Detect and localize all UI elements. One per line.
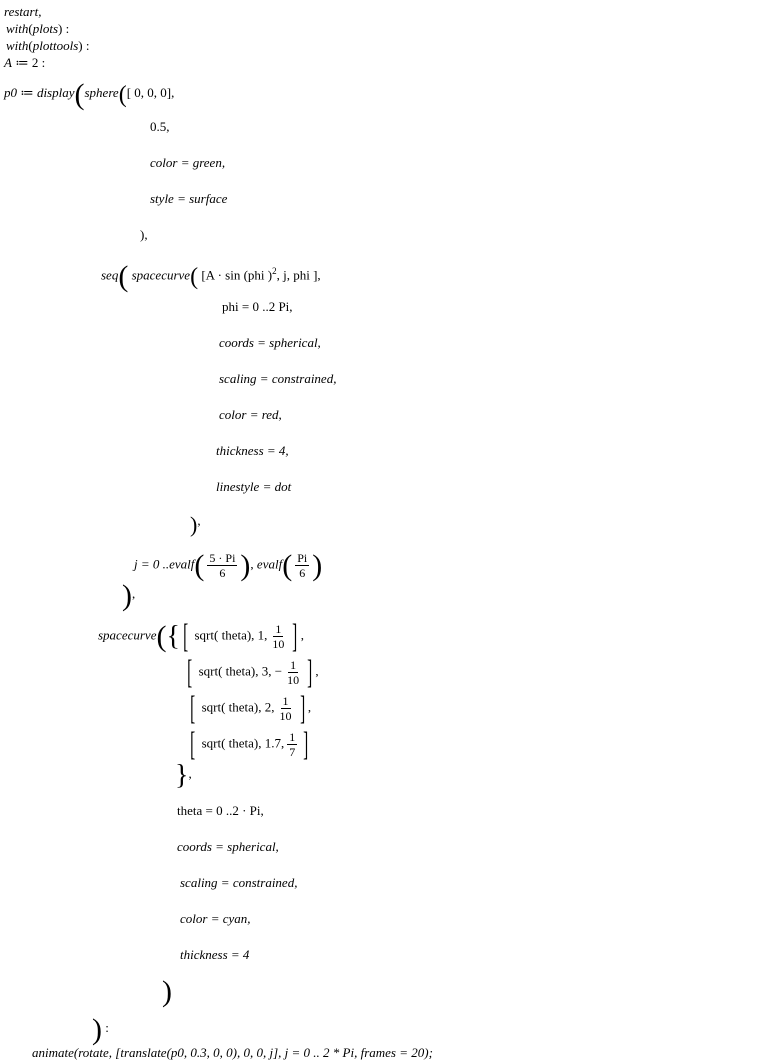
row1-text: sqrt( theta), 1,: [194, 627, 268, 643]
frac-den: 10: [279, 709, 292, 723]
frac-den: 7: [289, 745, 296, 759]
close-bracket: ]: [303, 726, 309, 764]
open-paren: (: [156, 620, 167, 654]
exponent: 2: [272, 266, 277, 276]
frac-num: 1: [290, 658, 297, 672]
p0-var: p0: [4, 85, 17, 100]
animate-args: (rotate, [translate(p0, 0.3, 0, 0), 0, 0, j], j = 0 .. 2 * Pi, frames = 20);: [73, 1045, 433, 1060]
open-paren: (: [118, 260, 129, 294]
row-end: ,: [315, 663, 319, 679]
coords-text: coords = spherical,: [177, 839, 279, 854]
spacecurve2-line: [98, 618, 304, 656]
assign-op: ≔: [17, 85, 37, 100]
open-bracket: [: [183, 618, 189, 656]
curve-head: [A · sin (phi ): [201, 267, 273, 283]
coords-text: coords = spherical,: [219, 335, 321, 350]
display-line: [4, 78, 175, 111]
sphere-center: [ 0, 0, 0],: [126, 85, 175, 100]
sc2-close-paren: [162, 975, 172, 1008]
spacecurve-fn: spacecurve: [131, 267, 191, 283]
spacecurve2-row4: [187, 726, 312, 764]
theta-range: theta = 0 ..2 · Pi,: [177, 803, 264, 818]
evalf-fn: evalf: [169, 556, 195, 572]
frac-num: 1: [275, 622, 282, 636]
open-brace: {: [166, 621, 180, 653]
spacecurve2-row3: [187, 690, 312, 728]
fraction-5pi-6: [207, 551, 237, 580]
phi-range: phi = 0 ..2 Pi,: [222, 299, 293, 314]
spacecurve2-row2: [184, 654, 319, 692]
assign-op: ≔: [11, 55, 32, 70]
frac-num: 5 · Pi: [209, 551, 236, 565]
line-end: :: [62, 21, 70, 36]
seq-fn: seq: [101, 267, 119, 283]
display-fn: display: [36, 85, 75, 100]
open-paren: (: [74, 78, 85, 111]
set-close: [175, 760, 192, 791]
j-range: j = 0 ..: [134, 556, 170, 572]
with-arg: plottools: [32, 38, 79, 53]
close-paren: ): [190, 512, 198, 537]
animate-line: [32, 1045, 433, 1061]
sphere-fn: sphere: [84, 85, 119, 100]
row3-text: sqrt( theta), 2,: [201, 699, 275, 715]
with-plottools-line: with(plottools) :: [6, 38, 90, 53]
open-bracket: [: [187, 654, 193, 692]
close-paren: ): [240, 549, 251, 583]
close-bracket: ]: [292, 618, 298, 656]
linestyle-text: linestyle = dot: [216, 479, 292, 494]
close-paren: ): [162, 975, 172, 1008]
animate-fn: animate: [32, 1045, 74, 1060]
sphere-radius: 0.5,: [150, 119, 170, 134]
open-paren: (: [190, 264, 199, 291]
sc2-thickness: [180, 947, 249, 963]
sc2-coords: [177, 839, 279, 855]
row4-text: sqrt( theta), 1.7,: [201, 735, 285, 751]
with-fn: with: [6, 21, 29, 36]
fraction-pi-6: [295, 551, 309, 580]
restart-text: restart,: [4, 4, 42, 19]
j-range-line: [134, 549, 323, 583]
sphere-color: [150, 155, 225, 171]
frac-den: 6: [219, 566, 226, 580]
row-end: ,: [300, 627, 304, 643]
var-a: A: [4, 55, 12, 70]
close-paren: ): [122, 579, 132, 612]
seq-linestyle: [216, 479, 291, 495]
frac-num: Pi: [297, 551, 308, 565]
seq-color: [219, 407, 282, 423]
open-bracket: [: [190, 726, 196, 764]
assign-a-line: [4, 55, 45, 71]
fraction-row1: [270, 622, 286, 651]
close-bracket: ]: [299, 690, 305, 728]
open-bracket: [: [190, 690, 196, 728]
close-brace: }: [175, 760, 189, 791]
curve-close: ),: [190, 512, 201, 537]
row2-text: sqrt( theta), 3, −: [198, 663, 283, 679]
with-plots-line: with(plots) :: [6, 21, 70, 36]
frac-den: 10: [287, 673, 300, 687]
restart-line: [4, 4, 41, 20]
set-close-end: ,: [188, 766, 192, 781]
thickness-text: thickness = 4: [180, 947, 250, 962]
color-text: color = red,: [219, 407, 282, 422]
close-paren: ): [312, 549, 323, 583]
scaling-text: scaling = constrained,: [219, 371, 337, 386]
open-paren: (: [118, 82, 127, 108]
sphere-style: [150, 191, 227, 207]
value-2: 2 :: [31, 55, 46, 70]
close-bracket: ]: [307, 654, 313, 692]
color-text: color = cyan,: [180, 911, 251, 926]
row-end: ,: [307, 699, 312, 715]
curve-tail: , j, phi ],: [276, 267, 321, 283]
with-arg: plots: [32, 21, 59, 36]
sc2-color: [180, 911, 251, 927]
line-end: :: [82, 38, 90, 53]
spacecurve-fn: spacecurve: [98, 627, 157, 643]
scaling-text: scaling = constrained,: [180, 875, 298, 890]
frac-num: 1: [289, 730, 296, 744]
fraction-row3: [278, 694, 294, 723]
seq-close: ),: [122, 579, 136, 612]
display-close: [92, 1013, 109, 1046]
sc2-scaling: [180, 875, 297, 891]
sphere-close: ),: [140, 227, 148, 242]
separator: ,: [250, 556, 257, 572]
frac-den: 10: [272, 637, 285, 651]
thickness-text: thickness = 4,: [216, 443, 289, 458]
frac-num: 1: [282, 694, 289, 708]
seq-thickness: [216, 443, 289, 459]
sphere-style-text: style = surface: [150, 191, 228, 206]
open-paren: (: [194, 549, 205, 583]
seq-coords: [219, 335, 321, 351]
frac-den: 6: [299, 566, 306, 580]
open-paren: (: [282, 549, 293, 583]
close-paren: ): [92, 1013, 102, 1046]
fraction-row2: [285, 658, 301, 687]
fraction-row4: [287, 730, 297, 759]
seq-line: [101, 260, 321, 294]
with-fn: with: [6, 38, 29, 53]
sphere-color-text: color = green,: [150, 155, 226, 170]
statement-end: :: [102, 1020, 109, 1035]
seq-scaling: [219, 371, 336, 387]
evalf-fn: evalf: [256, 556, 283, 572]
